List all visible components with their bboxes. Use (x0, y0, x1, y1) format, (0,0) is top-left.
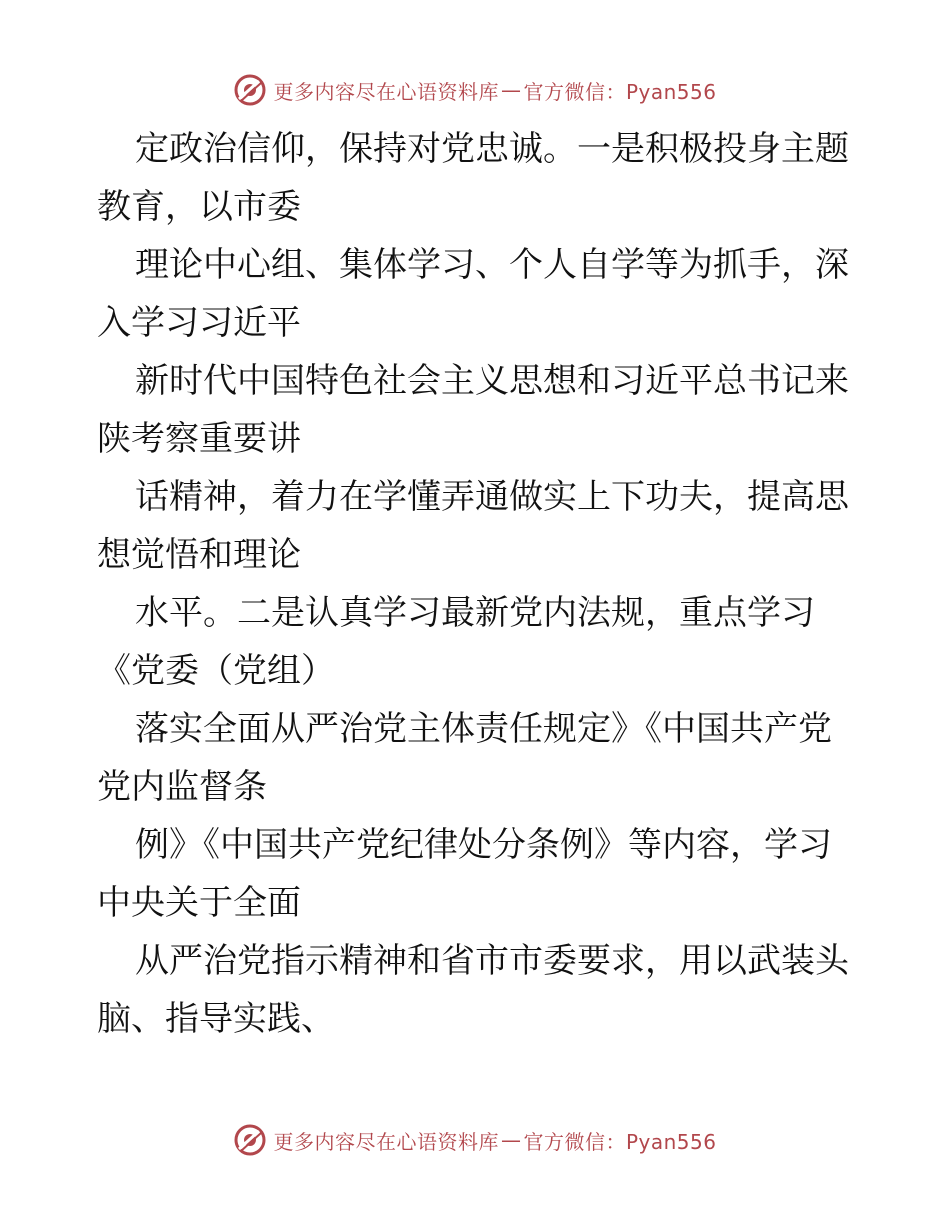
header-contact: 官方微信：Pyan556 (523, 79, 717, 104)
text-line: 例》《中国共产党纪律处分条例》等内容，学习 (135, 825, 832, 865)
page-footer (0, 1120, 950, 1160)
header-dash: — (500, 78, 522, 102)
text-line: 中央关于全面 (97, 883, 301, 923)
text-line: 《党委（党组） (97, 651, 335, 691)
header-brand-text: 更多内容尽在心语资料库 (273, 79, 499, 104)
text-line: 定政治信仰，保持对党忠诚。一是积极投身主题 (135, 129, 849, 169)
footer-dash: — (500, 1128, 522, 1152)
text-line: 想觉悟和理论 (97, 535, 301, 575)
text-line: 教育，以市委 (97, 187, 301, 227)
text-line: 入学习习近平 (97, 303, 301, 343)
text-line: 脑、指导实践、 (97, 999, 335, 1039)
brand-logo-icon (233, 1123, 267, 1157)
text-line: 落实全面从严治党主体责任规定》《中国共产党 (135, 709, 832, 749)
text-line: 从严治党指示精神和省市市委要求，用以武装头 (135, 941, 849, 981)
footer-brand-text: 更多内容尽在心语资料库 (273, 1129, 499, 1154)
text-line: 理论中心组、集体学习、个人自学等为抓手，深 (135, 245, 849, 285)
text-line: 话精神，着力在学懂弄通做实上下功夫，提高思 (135, 477, 849, 517)
footer-contact: 官方微信：Pyan556 (523, 1129, 717, 1154)
footer-brand (233, 1123, 716, 1157)
document-body (97, 120, 857, 1048)
text-line: 新时代中国特色社会主义思想和习近平总书记来 (135, 361, 849, 401)
text-line: 水平。二是认真学习最新党内法规，重点学习 (135, 593, 815, 633)
text-line: 陕考察重要讲 (97, 419, 301, 459)
brand-logo-icon (233, 73, 267, 107)
header-brand (233, 73, 716, 107)
text-line: 党内监督条 (97, 767, 267, 807)
page-header (0, 70, 950, 110)
